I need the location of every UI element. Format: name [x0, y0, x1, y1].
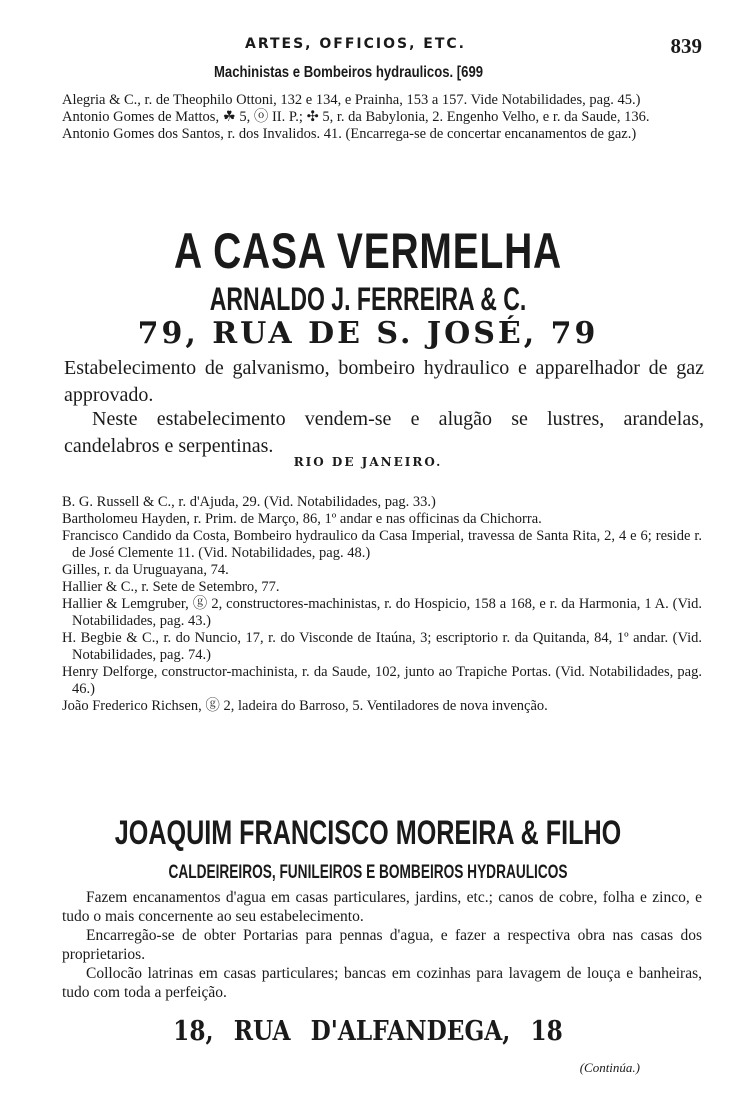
ad2-paragraph-1: Fazem encanamentos d'agua em casas particulares, jardins, etc.; canos de cobre, folha e zinco, e tudo o mais concernente ao seu estabelecimento.: [62, 889, 702, 925]
running-title: ARTES, OFFICIOS, ETC.: [245, 36, 466, 52]
running-header: [0, 34, 736, 58]
list-item: Hallier & Lemgruber, ⓖ 2, constructores-machinistas, r. do Hospicio, 158 a 168, e r. da Harmonia, 1 A. (Vid. Notabilidades, pag. 43.): [62, 596, 702, 629]
continuation-note: (Continúa.): [579, 1060, 640, 1075]
ad2-subtitle: CALDEIREIROS, FUNILEIROS E BOMBEIROS HYDRAULICOS: [168, 862, 568, 883]
ad2-name: JOAQUIM FRANCISCO MOREIRA & FILHO: [114, 814, 622, 852]
ad1-name: A CASA VERMELHA: [173, 223, 562, 279]
list-item: B. G. Russell & C., r. d'Ajuda, 29. (Vid. Notabilidades, pag. 33.): [62, 494, 436, 510]
ad1-paragraph-2: Neste estabelecimento vendem-se e alugão se lustres, arandelas, candelabros e serpentinas.: [64, 408, 704, 457]
ad2-address: 18, RUA D'ALFANDEGA, 18: [173, 1016, 563, 1047]
list-item: H. Begbie & C., r. do Nuncio, 17, r. do Visconde de Itaúna, 3; escriptorio r. da Quitanda, 84, 1º andar. (Vid. Notabilidades, pag. 74.): [62, 630, 702, 663]
list-item: Antonio Gomes dos Santos, r. dos Invalidos. 41. (Encarrega-se de concertar encanamentos de gaz.): [62, 126, 637, 142]
ad1-firm: ARNALDO J. FERREIRA & C.: [209, 281, 527, 317]
page-number: 839: [670, 34, 702, 58]
list-item: João Frederico Richsen, ⓖ 2, ladeira do Barroso, 5. Ventiladores de nova invenção.: [62, 698, 548, 714]
ad2-body: [62, 888, 702, 1002]
ad1-address: 79, RUA DE S. JOSÉ, 79: [137, 316, 599, 351]
list-item: Bartholomeu Hayden, r. Prim. de Março, 86, 1º andar e nas officinas da Chichorra.: [62, 511, 542, 527]
ad2-paragraph-3: Collocão latrinas em casas particulares; bancas em cozinhas para lavagem de louça e banheiras, tudo com toda a perfeição.: [62, 965, 702, 1001]
list-item: Alegria & C., r. de Theophilo Ottoni, 132 e 134, e Prainha, 153 a 157. Vide Notabilidades, pag. 45.): [62, 92, 641, 108]
list-item: Gilles, r. da Uruguayana, 74.: [62, 562, 229, 578]
mid-entry-list: [62, 494, 702, 715]
list-item: Antonio Gomes de Mattos, ☘ 5, ⓞ II. P.; ✣ 5, r. da Babylonia, 2. Engenho Velho, e r. da Saude, 136.: [62, 109, 650, 125]
city-label: RIO DE JANEIRO.: [293, 455, 443, 469]
list-item: Francisco Candido da Costa, Bombeiro hydraulico da Casa Imperial, travessa de Santa Rita, 2, 4 e 6; reside r. de José Clemente 11. (Vid. Notabilidades, pag. 48.): [62, 528, 702, 561]
list-item: Hallier & C., r. Sete de Setembro, 77.: [62, 579, 280, 595]
top-entry-list: [62, 92, 702, 143]
section-heading: Machinistas e Bombeiros hydraulicos. [699: [214, 64, 484, 81]
list-item: Henry Delforge, constructor-machinista, r. da Saude, 102, junto ao Trapiche Portas. (Vid. Notabilidades, pag. 46.): [62, 664, 702, 697]
ad2-paragraph-2: Encarregão-se de obter Portarias para pennas d'agua, e fazer a respectiva obra nas casas dos proprietarios.: [62, 927, 702, 963]
ad1-paragraph-1: Estabelecimento de galvanismo, bombeiro hydraulico e apparelhador de gaz approvado.: [64, 357, 704, 406]
